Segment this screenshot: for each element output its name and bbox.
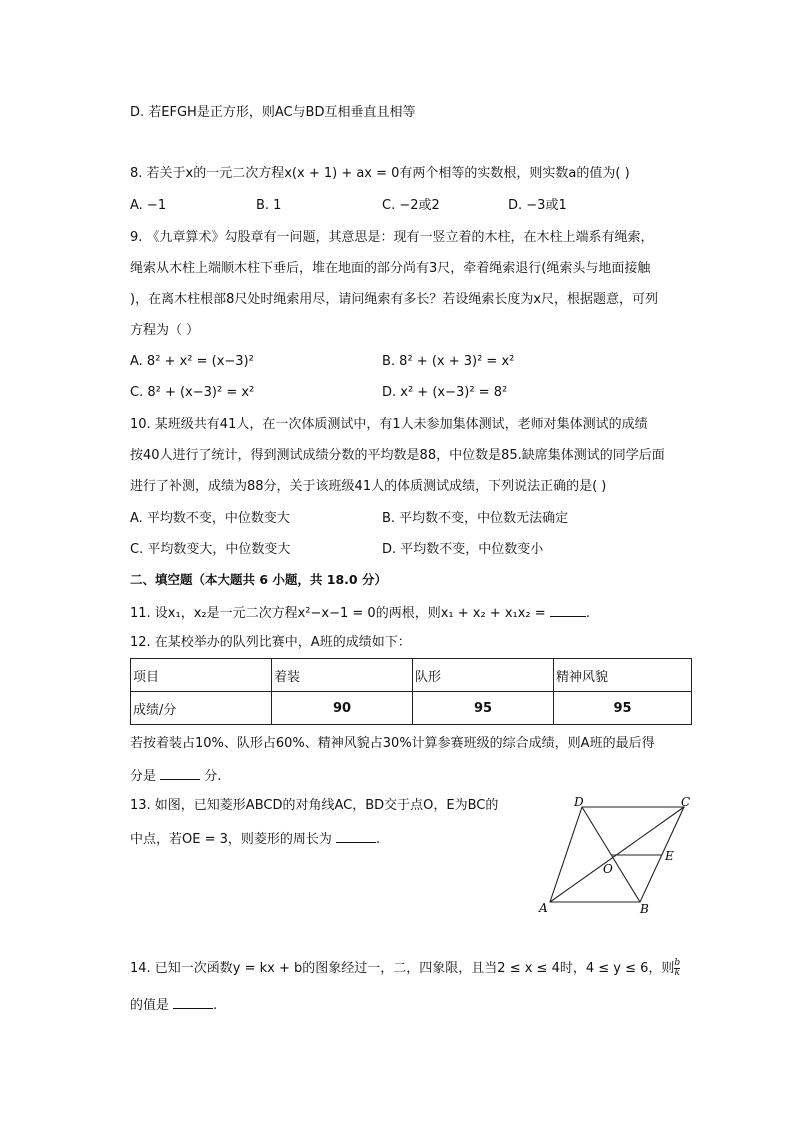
point-label-a: A [539,901,548,915]
q12-answer-blank[interactable] [160,766,200,780]
point-label-c: C [681,795,691,809]
q13-line-2 [130,829,380,849]
table-header-cell: 精神风貌 [554,659,692,692]
q14-frac-den: k [674,968,680,978]
point-label-e: E [665,849,674,863]
table-cell: 95 [413,692,554,725]
q10-line-2: 按40人进行了统计，得到测试成绩分数的平均数是88，中位数是85.缺席集体测试的同学后面 [130,448,665,463]
q14-line-2 [130,995,217,1015]
point-label-b: B [640,902,649,916]
q14-line-2-text: 的值是 [130,998,170,1013]
q14-line-1 [130,959,680,978]
q9-line-1: 9. 《九章算术》勾股章有一问题，其意思是：现有一竖立着的木柱，在木柱上端系有绳索， [130,230,654,245]
q14-line-1-text: 14. 已知一次函数y = kx + b的图象经过一，二，四象限，且当2 ≤ x ≤ 4时，4 ≤ y ≤ 6，则 [130,961,675,976]
table-row [131,692,692,725]
q7-option-d: D. 若EFGH是正方形，则AC与BD互相垂直且相等 [130,105,416,120]
section-heading: 二、填空题（本大题共 6 小题，共 18.0 分） [130,572,387,587]
q13-line-1: 13. 如图，已知菱形ABCD的对角线AC，BD交于点O，E为BC的 [130,798,499,813]
point-label-d: D [574,795,584,809]
q12-stem: 12. 在某校举办的队列比赛中，A班的成绩如下： [130,635,411,650]
q11-text: 11. 设x₁，x₂是一元二次方程x²−x−1 = 0的两根，则x₁ + x₂ + x₁x₂ = [130,606,546,621]
q10-option-d: D. 平均数不变，中位数变小 [382,542,544,557]
q14-end: . [213,998,218,1013]
point-label-o: O [603,862,613,876]
q9-line-4: 方程为（ ） [130,323,200,338]
q14-answer-blank[interactable] [173,995,213,1009]
q12-after-1: 若按着装占10%、队形占60%、精神风貌占30%计算参赛班级的综合成绩，则A班的最后得 [130,736,655,751]
table-header-cell: 队形 [413,659,554,692]
q8-stem: 8. 若关于x的一元二次方程x(x + 1) + ax = 0有两个相等的实数根，则实数a的值为( ) [130,166,630,181]
q9-line-3: )，在离木柱根部8尺处时绳索用尽，请问绳索有多长？若设绳索长度为x尺，根据题意，可列 [130,292,659,307]
rhombus-figure [536,795,696,917]
q10-option-b: B. 平均数不变，中位数无法确定 [382,511,569,526]
q11-line [130,603,590,623]
q9-line-2: 绳索从木柱上端顺木柱下垂后，堆在地面的部分尚有3尺，牵着绳索退行(绳索头与地面接触 [130,261,651,276]
q8-option-d: D. −3或1 [508,198,567,213]
q9-option-c: C. 8² + (x−3)² = x² [130,385,255,400]
table-cell: 95 [554,692,692,725]
q10-option-a: A. 平均数不变，中位数变大 [130,511,290,526]
q10-line-1: 10. 某班级共有41人，在一次体质测试中，有1人未参加集体测试，老师对集体测试的成绩 [130,417,648,432]
q14-fraction [674,959,680,978]
table-header-cell: 着装 [272,659,413,692]
table-header-cell: 项目 [131,659,272,692]
q9-option-a: A. 8² + x² = (x−3)² [130,354,254,369]
q10-line-3: 进行了补测，成绩为88分，关于该班级41人的体质测试成绩，下列说法正确的是( ) [130,479,607,494]
q13-line-2-text: 中点，若OE = 3，则菱形的周长为 [130,832,332,847]
q8-option-a: A. −1 [130,198,167,213]
score-table [130,658,692,725]
q8-option-c: C. −2或2 [382,198,440,213]
q11-end: . [585,606,590,621]
q11-answer-blank[interactable] [550,603,586,617]
table-header-row [131,659,692,692]
q9-option-d: D. x² + (x−3)² = 8² [382,385,508,400]
q10-option-c: C. 平均数变大，中位数变大 [130,542,291,557]
q12-after-2-text: 分是 [130,769,157,784]
q13-answer-blank[interactable] [336,829,376,843]
table-cell: 90 [272,692,413,725]
q12-after-2 [130,766,221,786]
table-row-label: 成绩/分 [131,692,272,725]
q9-option-b: B. 8² + (x + 3)² = x² [382,354,515,369]
q12-end: 分. [200,769,222,784]
q13-end: . [376,832,381,847]
q8-option-b: B. 1 [256,198,282,213]
q14-frac-num: b [674,958,681,968]
